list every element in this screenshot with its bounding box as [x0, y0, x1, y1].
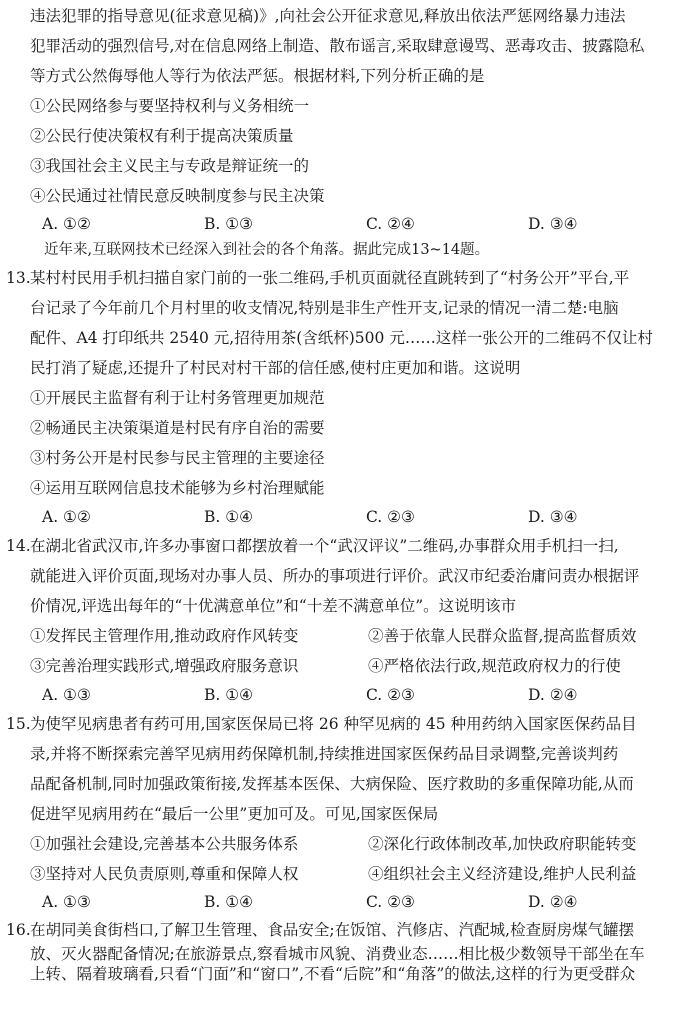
q13-stem-line: 某村村民用手机扫描自家门前的一张二维码,手机页面就径直跳转到了“村务公开”平台,平	[30, 269, 630, 287]
q15-choices	[0, 892, 687, 912]
q15-statement: ③坚持对人民负责原则,尊重和保障人权	[30, 865, 299, 883]
q14-statement: ④严格依法行政,规范政府权力的行使	[368, 657, 621, 675]
choice-c[interactable]: C. ②③	[366, 686, 415, 704]
q13-stem-line: 台记录了今年前几个月村里的收支情况,特别是非生产性开支,记录的情况一清二楚:电脑	[30, 299, 619, 317]
q14-statement-row	[30, 626, 687, 646]
q14-statement: ①发挥民主管理作用,推动政府作风转变	[30, 627, 299, 645]
choice-c[interactable]: C. ②③	[366, 508, 415, 526]
q12-stem-line: 等方式公然侮辱他人等行为依法严惩。根据材料,下列分析正确的是	[30, 67, 485, 85]
q16-stem-line: 放、灭火器配备情况;在旅游景点,察看城市风貌、消费业态……相比极少数领导干部坐在车	[30, 945, 645, 963]
choice-d[interactable]: D. ③④	[528, 508, 578, 526]
choice-d[interactable]: D. ②④	[528, 893, 578, 911]
q14-statement-row	[30, 656, 687, 676]
q12-statement: ③我国社会主义民主与专政是辩证统一的	[30, 157, 310, 175]
q14-stem-line: 价情况,评选出每年的“十优满意单位”和“十差不满意单位”。这说明该市	[30, 597, 517, 615]
choice-a[interactable]: A. ①②	[42, 215, 91, 233]
choice-b[interactable]: B. ①④	[204, 508, 254, 526]
q15-number: 15.	[6, 715, 31, 733]
q13-stem-line: 配件、A4 打印纸共 2540 元,招待用茶(含纸杯)500 元……这样一张公开的二维码不仅让村	[30, 329, 653, 347]
q13-statement: ④运用互联网信息技术能够为乡村治理赋能	[30, 479, 325, 497]
choice-d[interactable]: D. ③④	[528, 215, 578, 233]
q15-stem-line: 录,并将不断探索完善罕见病用药保障机制,持续推进国家医保药品目录调整,完善谈判药	[30, 745, 619, 763]
q13-statement: ②畅通民主决策渠道是村民有序自治的需要	[30, 419, 325, 437]
q12-stem-line: 违法犯罪的指导意见(征求意见稿)》,向社会公开征求意见,释放出依法严惩网络暴力违法	[30, 7, 626, 25]
choice-c[interactable]: C. ②④	[366, 215, 415, 233]
q14-statement: ③完善治理实践形式,增强政府服务意识	[30, 657, 299, 675]
section-intro: 近年来,互联网技术已经深入到社会的各个角落。据此完成13~14题。	[44, 242, 490, 258]
q15-statement: ④组织社会主义经济建设,维护人民利益	[368, 865, 637, 883]
q15-statement-row	[30, 864, 687, 884]
q14-statement: ②善于依靠人民群众监督,提高监督质效	[368, 627, 637, 645]
choice-b[interactable]: B. ①③	[204, 215, 254, 233]
q13-choices	[0, 507, 687, 527]
choice-b[interactable]: B. ①④	[204, 893, 254, 911]
q16-number: 16.	[6, 921, 31, 939]
q13-stem-line: 民打消了疑虑,还提升了村民对村干部的信任感,使村庄更加和谐。这说明	[30, 359, 521, 377]
q15-stem-line: 为使罕见病患者有药可用,国家医保局已将 26 种罕见病的 45 种用药纳入国家医保药品目	[30, 715, 637, 733]
q14-number: 14.	[6, 537, 31, 555]
choice-d[interactable]: D. ②④	[528, 686, 578, 704]
q14-stem-line: 就能进入评价页面,现场对办事人员、所办的事项进行评价。武汉市纪委治庸问责办根据评	[30, 567, 640, 585]
q13-number: 13.	[6, 269, 31, 287]
choice-a[interactable]: A. ①③	[42, 893, 91, 911]
q15-stem-line: 促进罕见病用药在“最后一公里”更加可及。可见,国家医保局	[30, 805, 439, 823]
q12-choices	[0, 214, 687, 234]
q16-stem-line: 上转、隔着玻璃看,只看“门面”和“窗口”,不看“后院”和“角落”的做法,这样的行为更受群众	[30, 965, 636, 983]
q14-choices	[0, 685, 687, 705]
q15-statement: ②深化行政体制改革,加快政府职能转变	[368, 835, 637, 853]
q15-statement: ①加强社会建设,完善基本公共服务体系	[30, 835, 299, 853]
choice-a[interactable]: A. ①②	[42, 508, 91, 526]
choice-c[interactable]: C. ②③	[366, 893, 415, 911]
q15-statement-row	[30, 834, 687, 854]
choice-a[interactable]: A. ①③	[42, 686, 91, 704]
q12-statement: ④公民通过社情民意反映制度参与民主决策	[30, 187, 325, 205]
q14-stem-line: 在湖北省武汉市,许多办事窗口都摆放着一个“武汉评议”二维码,办事群众用手机扫一扫,	[30, 537, 619, 555]
q12-stem-line: 犯罪活动的强烈信号,对在信息网络上制造、散布谣言,采取肆意谩骂、恶毒攻击、披露隐私	[30, 37, 645, 55]
choice-b[interactable]: B. ①④	[204, 686, 254, 704]
q12-statement: ①公民网络参与要坚持权利与义务相统一	[30, 97, 310, 115]
q13-statement: ①开展民主监督有利于让村务管理更加规范	[30, 389, 325, 407]
q12-statement: ②公民行使决策权有利于提高决策质量	[30, 127, 294, 145]
q15-stem-line: 品配备机制,同时加强政策衔接,发挥基本医保、大病保险、医疗救助的多重保障功能,从而	[30, 775, 634, 793]
q13-statement: ③村务公开是村民参与民主管理的主要途径	[30, 449, 325, 467]
q16-stem-line: 在胡同美食街档口,了解卫生管理、食品安全;在饭馆、汽修店、汽配城,检查厨房煤气罐摆	[30, 921, 635, 939]
